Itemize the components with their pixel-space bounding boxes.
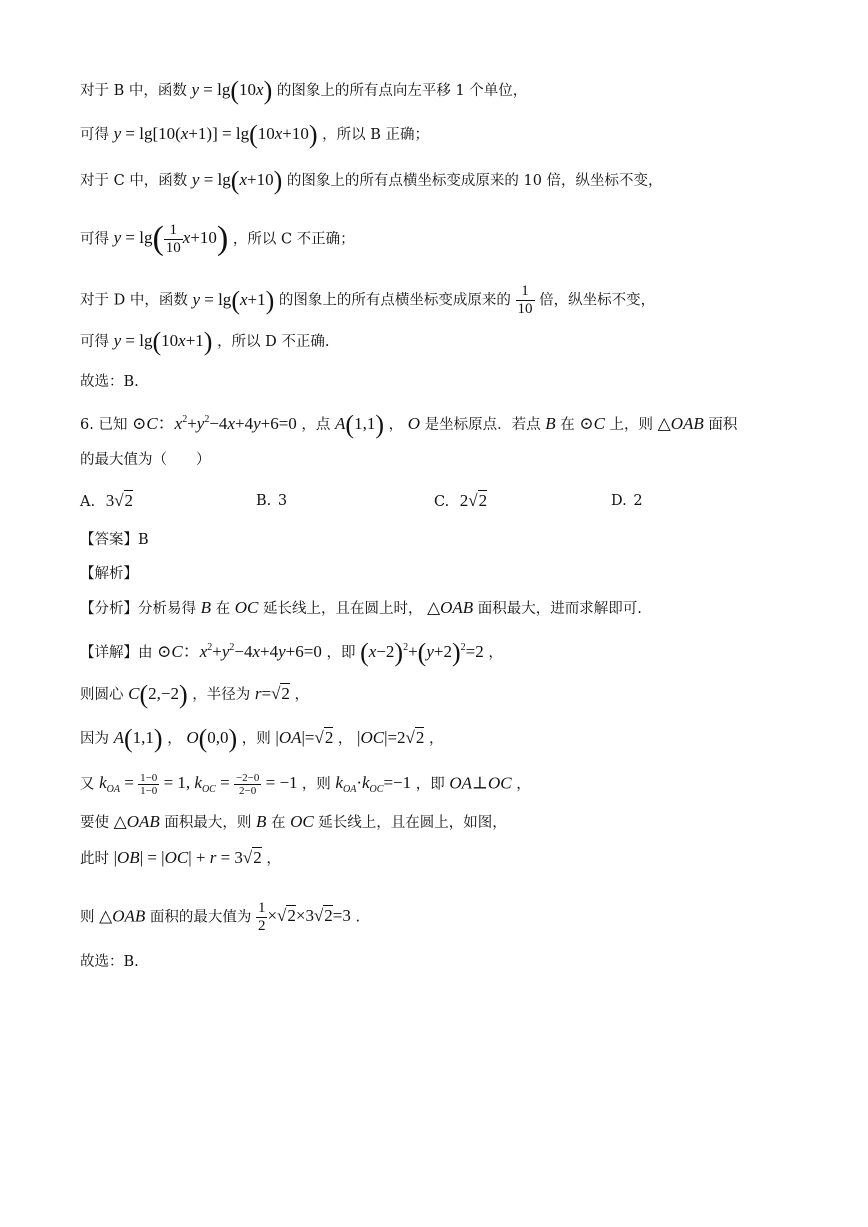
math-d-func: y = lg(x+1): [192, 285, 275, 315]
text: ，半径为: [192, 687, 251, 703]
text: 的图象上的所有点向左平移 1 个单位，: [276, 83, 528, 99]
math-c-res: y = lg( $\frac{1}{10}$ x+10): [113, 220, 229, 258]
text: 的最大值为（ ）: [80, 452, 211, 468]
question-6-line2: [80, 450, 211, 470]
detail-center: [80, 680, 310, 710]
math-b-func: y = lg(10x): [191, 76, 273, 106]
line-b-intro: [80, 76, 528, 106]
text: 面积: [708, 417, 738, 433]
text: 对于 D 中，函数: [80, 292, 188, 309]
text: ，: [488, 645, 503, 661]
option-c-value: 2√2: [459, 491, 488, 510]
math-oc: OC: [234, 598, 259, 617]
text: 对于 B 中，函数: [80, 83, 187, 99]
detail-line1: [80, 638, 503, 668]
math-circle-c: ⊙C: [579, 414, 605, 433]
text: 对于 C 中，函数: [80, 173, 188, 189]
text: 此时: [80, 851, 109, 867]
math-d-frac: $\frac{1}{10}$: [517, 283, 533, 317]
text: ，即: [326, 645, 356, 661]
text: 延长线上，且在圆上，如图，: [318, 815, 507, 831]
analysis-fenxi: [80, 598, 642, 619]
math-center: C(2,−2): [128, 680, 188, 710]
math-perp: OA⊥OC: [449, 773, 512, 793]
text: .: [355, 909, 361, 926]
line-c-result: [80, 222, 355, 257]
line-b-result: [80, 120, 430, 150]
option-label: D.: [611, 493, 627, 509]
text: 【详解】由: [80, 645, 153, 661]
math-oa-len: |OA|=√2: [275, 728, 334, 747]
option-b-value: 3: [277, 493, 288, 509]
line-choose-1: [80, 372, 139, 392]
math-area: $\frac{1}{2}$ ×√2×3√2=3: [257, 900, 351, 934]
text: ，: [294, 687, 310, 703]
answer: [80, 530, 149, 550]
text: ，则: [241, 731, 271, 747]
option-label: C.: [434, 494, 450, 510]
detail-slope: [80, 772, 531, 800]
text: 故选：B.: [80, 374, 139, 390]
text: ，则: [301, 776, 331, 793]
math-d-res: y = lg(10x+1): [113, 327, 213, 357]
text: 在: [270, 815, 286, 831]
analysis-heading: [80, 564, 138, 584]
text: ，所以 C 不正确；: [232, 231, 355, 248]
text: ，所以 D 不正确.: [217, 334, 330, 350]
detail-max: [80, 900, 360, 935]
text: 6. 已知: [80, 417, 128, 433]
text: 故选：B.: [80, 954, 139, 970]
text: 可得: [80, 334, 109, 350]
text: ，即: [415, 776, 445, 793]
text: ，: [266, 851, 281, 867]
text: 倍，纵坐标不变，: [539, 292, 656, 309]
text: 面积最大，则: [164, 815, 252, 831]
text: 则圆心: [80, 687, 124, 703]
option-label: B.: [256, 493, 272, 509]
detail-because: [80, 724, 444, 754]
question-6-line1: [80, 410, 738, 440]
math-ob-len: |OB| = |OC| + r = 3√2: [113, 848, 262, 867]
text: ，点: [301, 417, 331, 433]
text: 又: [80, 776, 95, 793]
math-b: B: [200, 598, 211, 617]
text: 【解析】: [80, 566, 138, 582]
text: 可得: [80, 127, 109, 143]
math-triangle: △OAB: [427, 598, 474, 617]
math-point-o: O: [407, 414, 421, 433]
text: 是坐标原点．若点: [424, 417, 541, 433]
detail-now: [80, 848, 281, 869]
text: ，: [516, 776, 531, 793]
text: ，所以 B 正确；: [322, 127, 430, 143]
math-oc-len: |OC|=2√2: [357, 728, 425, 747]
option-d-value: 2: [633, 493, 643, 509]
text: 延长线上，且在圆上时，: [262, 601, 423, 617]
text: 则: [80, 909, 95, 926]
text: 可得: [80, 231, 109, 248]
detail-make: [80, 812, 507, 833]
math-circle: ⊙C：$x^2+y^2-4x+4y+6=0$: [132, 414, 297, 433]
text: ，: [337, 731, 353, 747]
math-b-res: y = lg[10(x+1)] = lg(10x+10): [113, 120, 318, 150]
math-triangle: △OAB: [99, 906, 146, 926]
text: 【分析】分析易得: [80, 601, 196, 617]
math-radius: r=√2: [254, 684, 290, 703]
math-c-func: y = lg(x+10): [191, 166, 283, 196]
math-triangle: △OAB: [113, 812, 160, 831]
text: 在: [560, 417, 575, 433]
option-a: [80, 490, 133, 513]
math-a: A(1,1): [113, 724, 163, 754]
math-circle-std: $(x-2)^2+(y+2)^2=2$: [360, 638, 484, 668]
text: 因为: [80, 731, 109, 747]
option-d: [611, 490, 643, 512]
text: 的图象上的所有点横坐标变成原来的 10 倍，纵坐标不变，: [286, 173, 663, 189]
line-choose-2: [80, 952, 139, 972]
text: 的图象上的所有点横坐标变成原来的: [278, 292, 511, 309]
math-point-a: A(1,1): [335, 410, 385, 440]
line-d-intro: [80, 283, 655, 318]
text: 在: [215, 601, 231, 617]
text: ，: [167, 731, 182, 747]
math-o: O(0,0): [186, 724, 238, 754]
math-circle: ⊙C：$x^2+y^2-4x+4y+6=0$: [157, 642, 322, 661]
line-c-intro: [80, 166, 663, 196]
text: ，: [388, 417, 404, 433]
option-c: [434, 490, 487, 513]
text: ，: [429, 731, 444, 747]
math-b: B: [255, 812, 267, 831]
line-d-result: [80, 327, 330, 357]
math-triangle: △OAB: [657, 414, 704, 433]
math-oc: OC: [290, 812, 314, 831]
option-b: [256, 490, 287, 512]
option-a-value: 3√2: [105, 491, 134, 510]
math-k-prod: $k_{OA}\cdot k_{OC}=-1$: [335, 773, 412, 796]
text: 面积最大，进而求解即可.: [477, 601, 642, 617]
math-point-b: B: [545, 414, 556, 433]
text: 要使: [80, 815, 109, 831]
math-k: $k_{OA}$ = $\frac{1-0}{1-0}$ = 1, $k_{OC}$ = $\frac{-2-0}{2-0}$ = −1: [99, 772, 302, 797]
text: 【答案】B: [80, 532, 149, 548]
text: 面积的最大值为: [149, 909, 252, 926]
option-label: A.: [80, 494, 96, 510]
text: 上，则: [609, 417, 654, 433]
